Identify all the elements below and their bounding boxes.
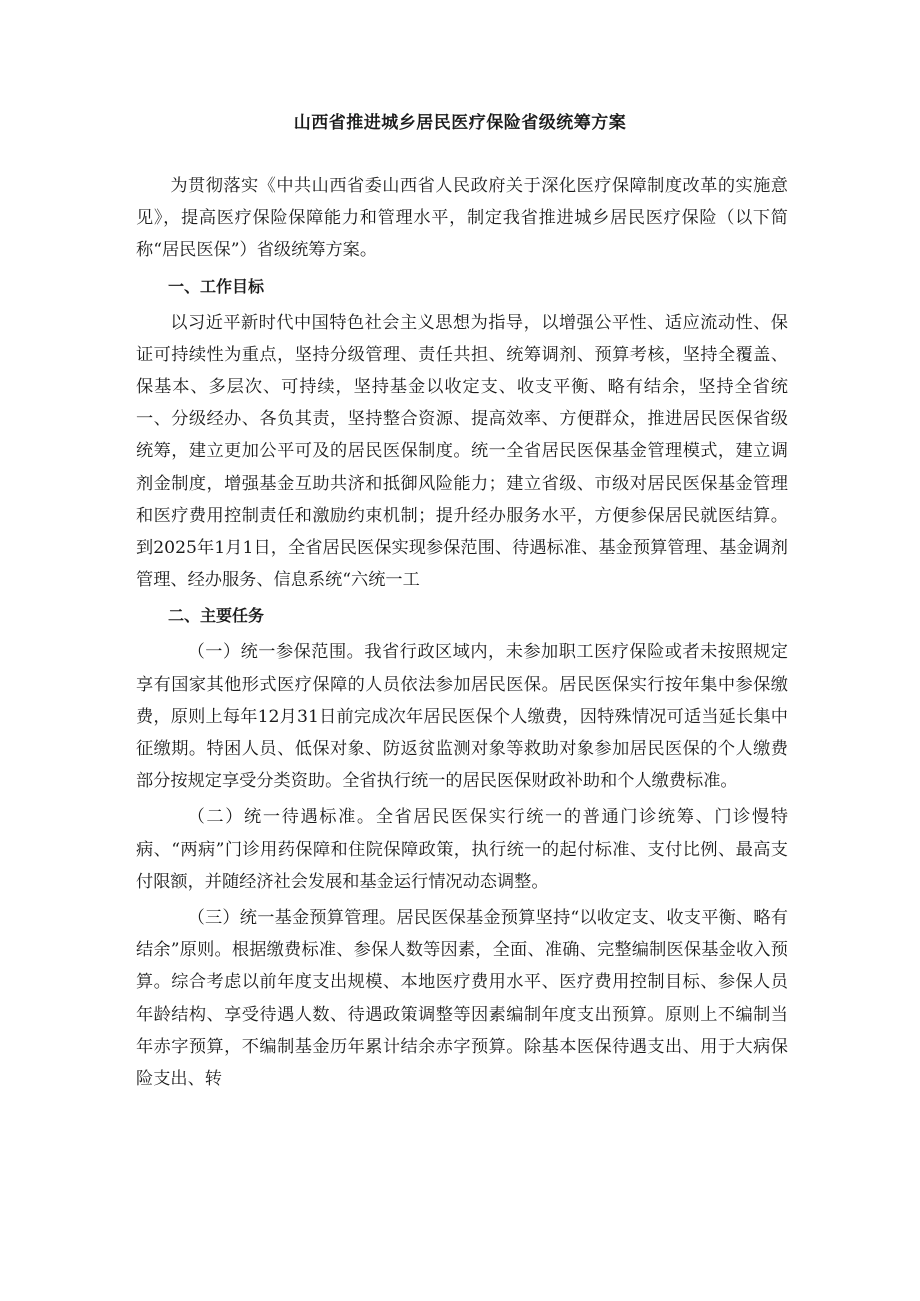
task-paragraph-1: （一）统一参保范围。我省行政区域内，未参加职工医疗保险或者未按照规定享有国家其他形式医疗保障的人员依法参加居民医保。居民医保实行按年集中参保缴费，原则上每年12月31日前完成次年居民医保个人缴费，因特殊情况可适当延长集中征缴期。特困人员、低保对象、防返贫监测对象等救助对象参加居民医保的个人缴费部分按规定享受分类资助。全省执行统一的居民医保财政补助和个人缴费标准。 <box>136 642 788 792</box>
goals-paragraph: 以习近平新时代中国特色社会主义思想为指导，以增强公平性、适应流动性、保证可持续性为重点，坚持分级管理、责任共担、统筹调剂、预算考核，坚持全覆盖、保基本、多层次、可持续，坚持基金以收定支、收支平衡、略有结余，坚持全省统一、分级经办、各负其责，坚持整合资源、提高效率、方便群众，推进居民医保省级统筹，建立更加公平可及的居民医保制度。统一全省居民医保基金管理模式，建立调剂金制度，增强基金互助共济和抵御风险能力；建立省级、市级对居民医保基金管理和医疗费用控制责任和激励约束机制；提升经办服务水平，方便参保居民就医结算。到2025年1月1日，全省居民医保实现参保范围、待遇标准、基金预算管理、基金调剂管理、经办服务、信息系统“六统一工 <box>136 312 788 591</box>
intro-paragraph: 为贯彻落实《中共山西省委山西省人民政府关于深化医疗保障制度改革的实施意见》，提高医疗保险保障能力和管理水平，制定我省推进城乡居民医疗保险（以下简称“居民医保”）省级统筹方案。 <box>136 176 788 261</box>
section-heading-goals: 一、工作目标 <box>168 276 265 296</box>
document-title: 山西省推进城乡居民医疗保险省级统筹方案 <box>293 113 627 133</box>
section-heading-tasks: 二、主要任务 <box>168 606 265 626</box>
document-body <box>136 170 788 1099</box>
task-paragraph-3: （三）统一基金预算管理。居民医保基金预算坚持“以收定支、收支平衡、略有结余”原则。根据缴费标准、参保人数等因素，全面、准确、完整编制医保基金收入预算。综合考虑以前年度支出规模、本地医疗费用水平、医疗费用控制目标、参保人员年龄结构、享受待遇人数、待遇政策调整等因素编制年度支出预算。原则上不编制当年赤字预算，不编制基金历年累计结余赤字预算。除基本医保待遇支出、用于大病保险支出、转 <box>136 908 788 1090</box>
task-paragraph-2: （二）统一待遇标准。全省居民医保实行统一的普通门诊统筹、门诊慢特病、“两病”门诊用药保障和住院保障政策，执行统一的起付标准、支付比例、最高支付限额，并随经济社会发展和基金运行情况动态调整。 <box>136 807 788 892</box>
